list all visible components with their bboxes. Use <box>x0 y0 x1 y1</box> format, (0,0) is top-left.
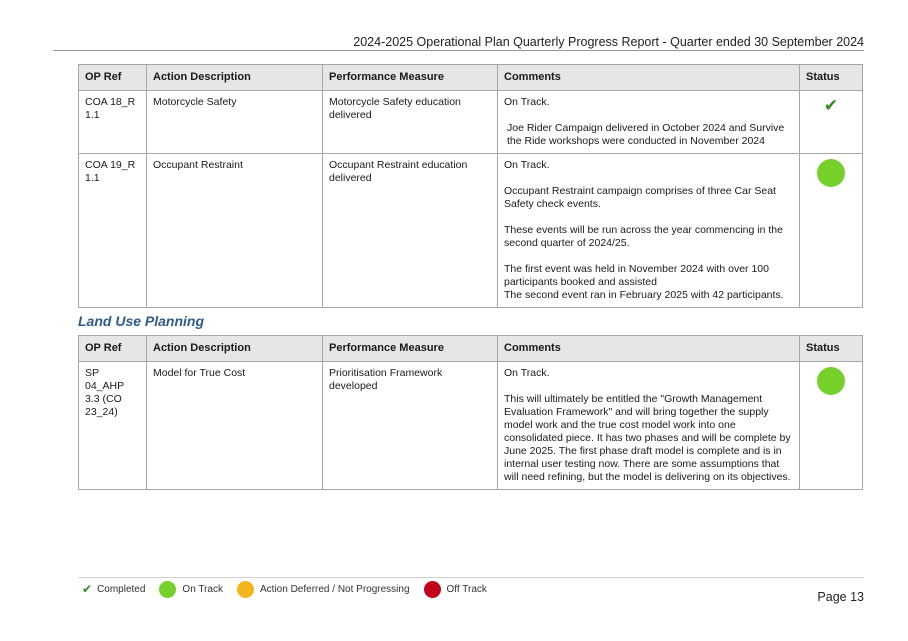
col-header-op-ref: OP Ref <box>79 65 147 91</box>
action-cell: Motorcycle Safety <box>147 91 323 154</box>
col-header-comments: Comments <box>498 65 800 91</box>
legend-label: On Track <box>182 583 223 595</box>
legend-label: Off Track <box>446 583 487 595</box>
action-cell: Model for True Cost <box>147 362 323 490</box>
table-header-row <box>79 65 863 91</box>
legend-item-on-track <box>159 581 223 598</box>
status-cell <box>800 154 863 308</box>
op-ref-cell: SP 04_AHP 3.3 (CO 23_24) <box>79 362 147 490</box>
red-circle-icon <box>424 581 441 598</box>
col-header-action: Action Description <box>147 336 323 362</box>
status-legend <box>82 578 501 600</box>
op-ref-cell: COA 18_R 1.1 <box>79 91 147 154</box>
report-header-title: 2024-2025 Operational Plan Quarterly Progress Report - Quarter ended 30 September 2024 <box>353 35 864 49</box>
on-track-status-icon <box>817 367 845 395</box>
col-header-status: Status <box>800 336 863 362</box>
section-heading: Land Use Planning <box>78 313 205 329</box>
col-header-measure: Performance Measure <box>323 336 498 362</box>
legend-label: Completed <box>97 583 146 595</box>
action-cell: Occupant Restraint <box>147 154 323 308</box>
comments-cell <box>498 362 800 490</box>
legend-item-deferred <box>237 581 410 598</box>
comment-text: The first event was held in November 2024 with over 100 participants booked and assisted The second event ran in February 2025 with 42 participants. <box>504 263 784 301</box>
comment-text: These events will be run across the year commencing in the second quarter of 2024/25. <box>504 224 783 249</box>
table-row <box>79 91 863 154</box>
comment-text: This will ultimately be entitled the "Growth Management Evaluation Framework" and will bring together the supply model work and the true cost model work into one consolidated piece. It has two phases and will be complete by June 2025. The first phase draft model is complete and is in internal user testing now. There are some assumptions that will need refining, but the model is delivering on its objectives. <box>504 393 791 483</box>
table-row <box>79 362 863 490</box>
legend-label: Action Deferred / Not Progressing <box>260 583 410 595</box>
action-table-road-safety <box>78 64 863 308</box>
table-header-row <box>79 336 863 362</box>
action-table-land-use <box>78 335 863 490</box>
amber-circle-icon <box>237 581 254 598</box>
status-cell <box>800 362 863 490</box>
comment-text: On Track. <box>504 159 550 171</box>
on-track-status-icon <box>817 159 845 187</box>
legend-item-off-track <box>424 581 487 598</box>
comment-text: On Track. <box>504 96 550 108</box>
comments-cell <box>498 91 800 154</box>
legend-item-completed <box>82 582 145 596</box>
status-cell <box>800 91 863 154</box>
page-number: Page 13 <box>817 590 864 604</box>
col-header-measure: Performance Measure <box>323 65 498 91</box>
col-header-comments: Comments <box>498 336 800 362</box>
check-icon: ✔ <box>823 96 839 115</box>
measure-cell: Motorcycle Safety education delivered <box>323 91 498 154</box>
measure-cell: Occupant Restraint education delivered <box>323 154 498 308</box>
check-icon: ✔ <box>82 582 93 596</box>
green-circle-icon <box>159 581 176 598</box>
op-ref-cell: COA 19_R 1.1 <box>79 154 147 308</box>
comment-text: On Track. <box>504 367 550 379</box>
col-header-status: Status <box>800 65 863 91</box>
measure-cell: Prioritisation Framework developed <box>323 362 498 490</box>
header-divider <box>53 50 864 51</box>
comment-text: Joe Rider Campaign delivered in October 2024 and Survive the Ride workshops were conducted in November 2024 <box>507 122 785 147</box>
table-row <box>79 154 863 308</box>
col-header-action: Action Description <box>147 65 323 91</box>
comment-text: Occupant Restraint campaign comprises of three Car Seat Safety check events. <box>504 185 776 210</box>
col-header-op-ref: OP Ref <box>79 336 147 362</box>
comments-cell <box>498 154 800 308</box>
